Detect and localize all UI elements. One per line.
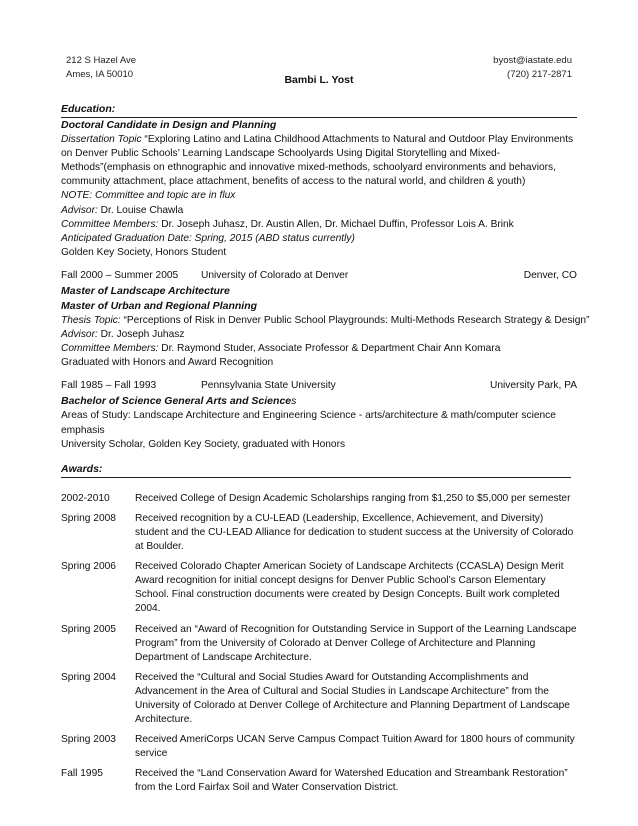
award-row xyxy=(61,671,577,727)
award-text: Received Colorado Chapter American Society of Landscape Architects (CCASLA) Design Merit Award recognition for initial concept designs for Denver Public School’s Carson Elementary School. Final construction documents were created by Design Concepts. Built work completed 2004. xyxy=(135,561,564,615)
dissertation-text: “Exploring Latino and Latina Childhood Attachments to Natural and Outdoor Play Environments on Denver Public Schools’ Learning Landscape Schoolyards Using Digital Storytelling and Mixed-Methods”(emphasis on ethnographic and innovative mixed-methods, schoolyard environments and behaviors, community attachment, place attachment, benefits of access to the natural world, and children & youth) xyxy=(61,134,574,188)
award-year: 2002-2010 xyxy=(61,492,110,504)
colorado-row xyxy=(61,268,577,284)
colorado-location: Denver, CO xyxy=(523,269,577,281)
resume-name: Bambi L. Yost xyxy=(284,74,354,86)
award-text: Received College of Design Academic Scholarships ranging from $1,250 to $5,000 per semester xyxy=(135,492,571,504)
award-text: Received the “Land Conservation Award for Watershed Education and Streambank Restoration” from the Lord Fairfax Soil and Water Conservation District. xyxy=(135,768,568,794)
doctoral-advisor xyxy=(61,204,577,218)
dissertation-label: Dissertation Topic xyxy=(61,134,142,146)
address-line-2: Ames, IA 50010 xyxy=(66,69,134,80)
colorado-advisor xyxy=(61,328,577,342)
dissertation-topic xyxy=(61,133,577,189)
award-year: Spring 2005 xyxy=(61,623,116,635)
graduation-date: Anticipated Graduation Date: Spring, 2015 (ABD status currently) xyxy=(61,232,355,244)
advisor-label: Advisor: xyxy=(61,204,98,216)
penn-row xyxy=(61,378,577,394)
penn-university: Pennsylvania State University xyxy=(201,380,336,392)
committee-names: Dr. Joseph Juhasz, Dr. Austin Allen, Dr. Michael Duffin, Professor Lois A. Brink xyxy=(158,218,514,230)
award-year: Spring 2004 xyxy=(61,671,116,683)
address-line-1: 212 S Hazel Ave xyxy=(66,55,137,66)
doctoral-honors: Golden Key Society, Honors Student xyxy=(61,246,227,258)
colorado-degree-2: Master of Urban and Regional Planning xyxy=(61,299,258,312)
award-text: Received recognition by a CU-LEAD (Leadership, Excellence, Achievement, and Diversity) student and the CU-LEAD Alliance for dedication to student success at the University of Colorado at Boulder. xyxy=(135,512,574,553)
penn-honors: University Scholar, Golden Key Society, graduated with Honors xyxy=(61,438,346,450)
advisor-label: Advisor: xyxy=(61,329,98,341)
committee-names: Dr. Raymond Studer, Associate Professor & Department Chair Ann Komara xyxy=(158,343,501,355)
award-text: Received the “Cultural and Social Studies Award for Outstanding Accomplishments and Advancement in the Area of Cultural and Social Studies in Landscape Architecture” from the University of Colorado at Denver College of Architecture and Planning Department of Landscape Architecture. xyxy=(135,671,570,726)
award-text: Received an “Award of Recognition for Outstanding Service in Support of the Learning Landscape Program” from the University of Colorado at Denver College of Architecture and Planning Department of Landscape Architecture. xyxy=(135,623,577,663)
penn-degree xyxy=(61,394,577,409)
email: byost@iastate.edu xyxy=(493,55,572,66)
penn-degree-main: Bachelor of Science General Arts and Science xyxy=(61,395,292,408)
award-row xyxy=(61,492,577,506)
awards-list xyxy=(61,492,577,796)
colorado-dates: Fall 2000 – Summer 2005 xyxy=(61,269,179,281)
penn-location: University Park, PA xyxy=(490,380,577,392)
award-year: Fall 1995 xyxy=(61,768,103,780)
education-heading: Education: xyxy=(61,102,577,118)
committee-label: Committee Members: xyxy=(61,343,159,355)
committee-label: Committee Members: xyxy=(61,218,159,230)
awards-heading: Awards: xyxy=(61,462,571,478)
award-year: Spring 2008 xyxy=(61,512,116,524)
doctoral-degree: Doctoral Candidate in Design and Planning xyxy=(61,119,277,132)
award-row xyxy=(61,560,577,616)
colorado-committee xyxy=(61,342,577,356)
penn-areas: Areas of Study: Landscape Architecture and Engineering Science - arts/architecture & math/computer science emphasis xyxy=(61,410,556,436)
award-row xyxy=(61,733,577,761)
thesis-topic xyxy=(61,314,590,328)
penn-degree-end: s xyxy=(291,395,297,408)
award-row xyxy=(61,512,577,554)
award-text: Received AmeriCorps UCAN Serve Campus Compact Tuition Award for 1800 hours of community service xyxy=(135,734,575,760)
thesis-label: Thesis Topic: xyxy=(61,314,121,326)
thesis-text: “Perceptions of Risk in Denver Public School Playgrounds: Multi-Methods Research Strategy & Design” xyxy=(120,314,590,326)
award-year: Spring 2003 xyxy=(61,734,116,746)
doctoral-committee xyxy=(61,218,577,232)
colorado-honors: Graduated with Honors and Award Recognition xyxy=(61,357,274,369)
penn-dates: Fall 1985 – Fall 1993 xyxy=(61,380,157,392)
colorado-degree-1: Master of Landscape Architecture xyxy=(61,284,230,297)
colorado-university: University of Colorado at Denver xyxy=(201,269,349,281)
award-row xyxy=(61,623,577,665)
phone: (720) 217-2871 xyxy=(507,69,572,80)
award-row xyxy=(61,767,577,795)
advisor-name: Dr. Joseph Juhasz xyxy=(97,329,185,341)
resume-content xyxy=(61,102,590,796)
advisor-name: Dr. Louise Chawla xyxy=(97,204,184,216)
committee-note: NOTE: Committee and topic are in flux xyxy=(61,190,236,202)
award-year: Spring 2006 xyxy=(61,561,116,573)
